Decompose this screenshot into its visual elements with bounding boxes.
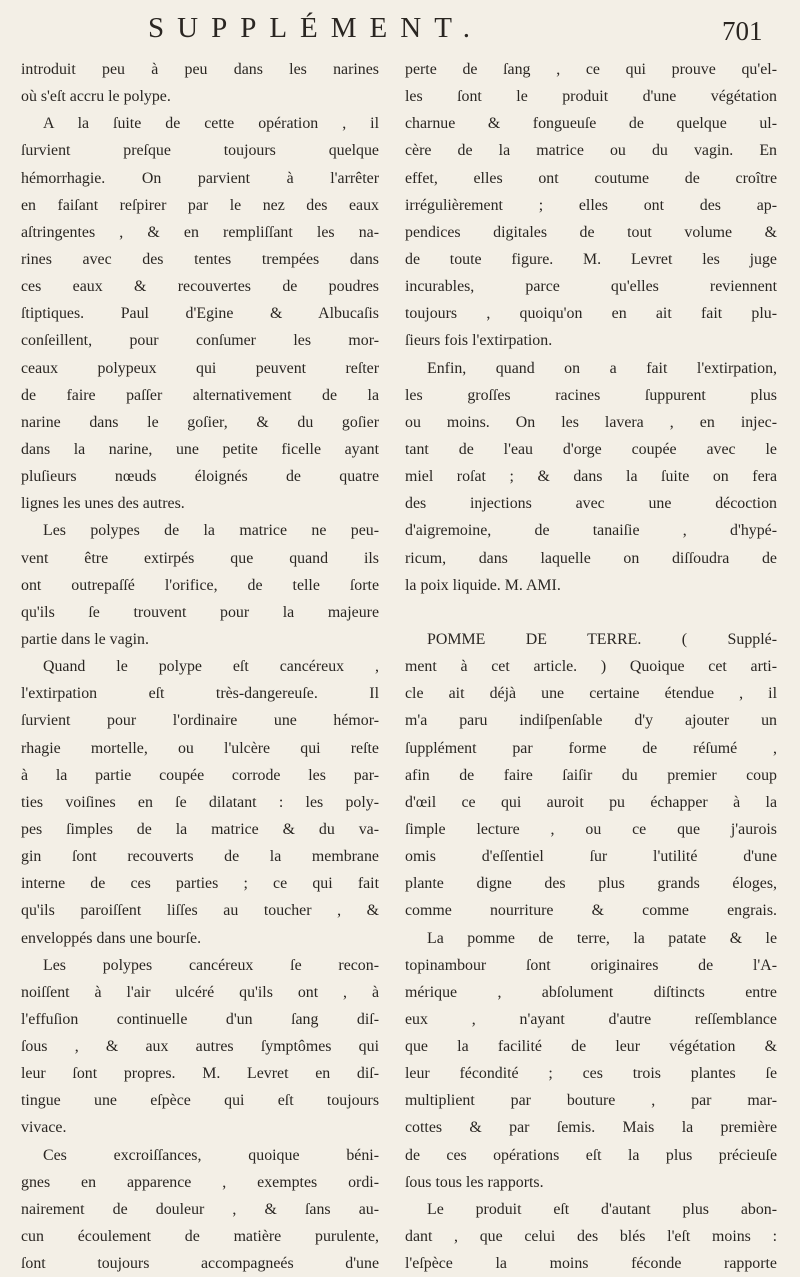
- text-line: enveloppés dans une bourſe.: [21, 929, 202, 947]
- text-line: ment à cet article. ) Quoique cet arti-: [405, 658, 777, 676]
- text-line: multiplient par bouture , par mar-: [405, 1092, 777, 1110]
- text-line: lignes les unes des autres.: [21, 495, 185, 513]
- text-line: cun écoulement de matière purulente,: [21, 1228, 379, 1246]
- text-line: Le produit eſt d'autant plus abon-: [427, 1200, 777, 1218]
- text-line: Quand le polype eſt cancéreux ,: [43, 658, 379, 676]
- text-line: des injections avec une décoction: [405, 495, 777, 513]
- text-line: incurables, parce qu'elles reviennent: [405, 278, 777, 296]
- text-line: pes ſimples de la matrice & du va-: [21, 820, 379, 838]
- text-line: m'a paru indiſpenſable d'y ajouter un: [405, 712, 777, 730]
- text-line: leur ſont propres. M. Levret en diſ-: [21, 1065, 379, 1083]
- text-line: effet, elles ont coutume de croître: [405, 169, 777, 187]
- text-line: partie dans le vagin.: [21, 630, 149, 648]
- text-line: vivace.: [21, 1119, 67, 1137]
- text-line: gin ſont recouverts de la membrane: [21, 848, 379, 866]
- text-line: cère de la matrice ou du vagin. En: [405, 142, 777, 160]
- text-line: Les polypes de la matrice ne peu-: [43, 522, 379, 540]
- text-line: ſieurs fois l'extirpation.: [405, 332, 553, 350]
- text-line: miel roſat ; & dans la ſuite on fera: [405, 468, 777, 486]
- text-line: conſeillent, pour conſumer les mor-: [21, 332, 379, 350]
- text-line: ſtiptiques. Paul d'Egine & Albucaſis: [21, 305, 379, 323]
- text-line: perte de ſang , ce qui prouve qu'el-: [405, 61, 777, 78]
- text-line: ſurvient pour l'ordinaire une hémor-: [21, 712, 379, 730]
- text-line: d'œil ce qui auroit pu échapper à la: [405, 793, 777, 811]
- text-line: l'eſpèce la moins féconde rapporte: [405, 1255, 777, 1273]
- text-line: omis d'eſſentiel ſur l'utilité d'une: [405, 848, 777, 866]
- text-line: dans la narine, une petite ficelle ayant: [21, 440, 379, 458]
- text-line: POMME DE TERRE. ( Supplé-: [427, 630, 777, 648]
- text-line: de ces opérations eſt la plus précieuſe: [405, 1146, 777, 1164]
- text-line: topinambour ſont originaires de l'A-: [405, 956, 777, 974]
- text-line: rines avec des tentes trempées dans: [21, 250, 379, 268]
- text-line: gnes en apparence , exemptes ordi-: [21, 1173, 379, 1191]
- text-line: ſurvient preſque toujours quelque: [21, 142, 379, 160]
- text-line: d'aigremoine, de tanaiſie , d'hypé-: [405, 522, 777, 540]
- text-line: interne de ces parties ; ce qui fait: [21, 875, 379, 893]
- text-line: rhagie mortelle, ou l'ulcère qui reſte: [21, 739, 379, 757]
- text-line: ſous tous les rapports.: [405, 1173, 544, 1191]
- text-line: ont outrepaſſé l'orifice, de telle ſorte: [21, 576, 379, 594]
- right-text-column: [405, 56, 777, 1277]
- text-line: toujours , quoiqu'on en ait fait plu-: [405, 305, 777, 323]
- text-line: tingue une eſpèce qui eſt toujours: [21, 1092, 379, 1110]
- running-title: SUPPLÉMENT.: [148, 12, 484, 44]
- text-line: [405, 599, 777, 626]
- text-line: nairement de douleur , & ſans au-: [21, 1200, 379, 1218]
- text-line: irrégulièrement ; elles ont des ap-: [405, 196, 777, 214]
- page-number: 701: [722, 16, 763, 46]
- text-line: cottes & par ſemis. Mais la première: [405, 1119, 777, 1137]
- text-line: La pomme de terre, la patate & le: [427, 929, 777, 947]
- text-line: ſous , & aux autres ſymptômes qui: [21, 1038, 379, 1056]
- text-line: ricum, dans laquelle on diſſoudra de: [405, 549, 777, 567]
- text-line: ces eaux & recouvertes de poudres: [21, 278, 379, 296]
- text-line: vent être extirpés que quand ils: [21, 549, 379, 567]
- text-line: pendices digitales de tout volume &: [405, 223, 777, 241]
- text-line: en faiſant reſpirer par le nez des eaux: [21, 196, 379, 214]
- text-line: de faire paſſer alternativement de la: [21, 386, 379, 404]
- page-header: [0, 8, 800, 50]
- text-line: Les polypes cancéreux ſe recon-: [43, 956, 379, 974]
- text-line: qu'ils ſe trouvent pour la majeure: [21, 603, 379, 621]
- text-line: ties voiſines en ſe dilatant : les poly-: [21, 793, 379, 811]
- text-line: charnue & fongueuſe de quelque ul-: [405, 115, 777, 133]
- text-line: Ces excroiſſances, quoique béni-: [43, 1146, 379, 1164]
- text-line: hémorrhagie. On parvient à l'arrêter: [21, 169, 379, 187]
- text-line: la poix liquide. M. AMI.: [405, 576, 561, 594]
- text-line: tant de l'eau d'orge coupée avec le: [405, 440, 777, 458]
- text-line: ou moins. On les lavera , en injec-: [405, 413, 777, 431]
- text-line: mérique , abſolument diſtincts entre: [405, 983, 777, 1001]
- text-line: les groſſes racines ſuppurent plus: [405, 386, 777, 404]
- text-line: ſupplément par forme de réſumé ,: [405, 739, 777, 757]
- text-line: noiſſent à l'air ulcéré qu'ils ont , à: [21, 983, 379, 1001]
- text-line: cle ait déjà une certaine étendue , il: [405, 685, 777, 703]
- text-line: leur fécondité ; ces trois plantes ſe: [405, 1065, 777, 1083]
- text-line: eux , n'ayant d'autre reſſemblance: [405, 1010, 777, 1028]
- text-line: aſtringentes , & en rempliſſant les na-: [21, 223, 379, 241]
- text-line: Enfin, quand on a fait l'extirpation,: [427, 359, 777, 377]
- left-text-column: [21, 56, 379, 1277]
- text-line: A la ſuite de cette opération , il: [43, 115, 379, 133]
- text-line: ſimple lecture , ou ce que j'aurois: [405, 820, 777, 838]
- text-line: ſont toujours accompagneés d'une: [21, 1255, 379, 1273]
- text-line: l'extirpation eſt très-dangereuſe. Il: [21, 685, 379, 703]
- text-line: ceaux polypeux qui peuvent reſter: [21, 359, 379, 377]
- text-line: afin de faire ſaiſir du premier coup: [405, 766, 777, 784]
- text-line: où s'eſt accru le polype.: [21, 88, 171, 106]
- text-line: de toute figure. M. Levret les juge: [405, 250, 777, 268]
- text-line: que la facilité de leur végétation &: [405, 1038, 777, 1056]
- text-line: pluſieurs nœuds éloignés de quatre: [21, 468, 379, 486]
- text-line: comme nourriture & comme engrais.: [405, 902, 777, 920]
- text-line: qu'ils paroiſſent liſſes au toucher , &: [21, 902, 379, 920]
- text-line: l'effuſion continuelle d'un ſang diſ-: [21, 1010, 379, 1028]
- text-line: les ſont le produit d'une végétation: [405, 88, 777, 106]
- text-line: à la partie coupée corrode les par-: [21, 766, 379, 784]
- text-line: dant , que celui des blés l'eſt moins :: [405, 1228, 777, 1246]
- text-line: plante digne des plus grands éloges,: [405, 875, 777, 893]
- text-line: introduit peu à peu dans les narines: [21, 61, 379, 78]
- text-line: narine dans le goſier, & du goſier: [21, 413, 379, 431]
